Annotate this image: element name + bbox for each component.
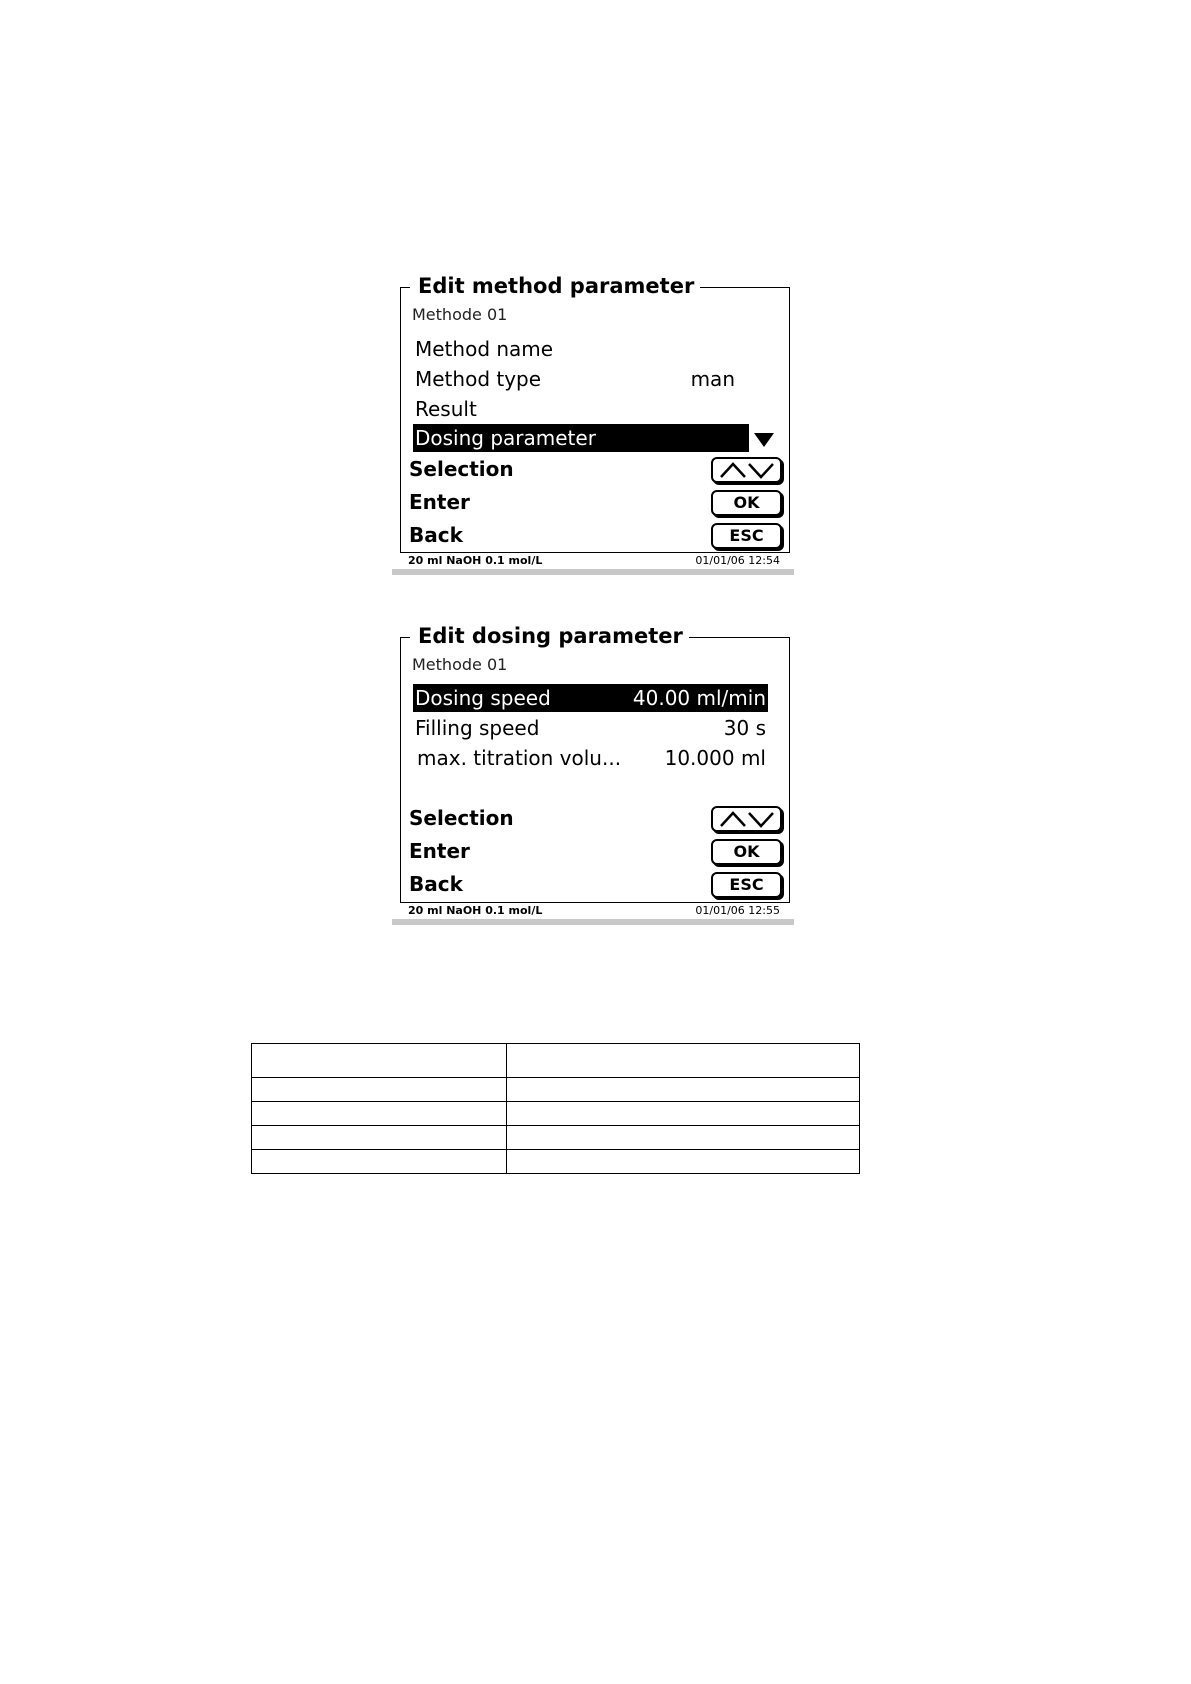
menu-item-value: man [690, 367, 735, 391]
up-down-key[interactable] [711, 806, 782, 832]
menu-item-label: Filling speed [415, 716, 540, 740]
menu-item-dosing-speed[interactable] [413, 684, 768, 712]
status-bar [392, 919, 794, 925]
table-cell [252, 1102, 507, 1126]
table-row [252, 1150, 860, 1174]
menu-item-dosing-parameter[interactable] [413, 424, 749, 452]
table-cell [507, 1078, 860, 1102]
menu-item-filling-speed[interactable] [413, 714, 768, 742]
menu-item-result[interactable] [413, 395, 768, 423]
table-cell [252, 1126, 507, 1150]
edit-dosing-parameter-screen [400, 624, 790, 927]
table-row [252, 1102, 860, 1126]
back-key-row [409, 870, 769, 898]
table-cell [507, 1044, 860, 1078]
table-cell [252, 1044, 507, 1078]
frame-top-border [400, 287, 410, 288]
status-line [400, 553, 790, 569]
menu-item-value: 40.00 ml/min [632, 686, 766, 710]
enter-label: Enter [409, 490, 470, 514]
menu-item-label: max. titration volu... [417, 746, 622, 770]
datetime: 01/01/06 12:55 [695, 904, 780, 917]
menu-item-method-type[interactable] [413, 365, 768, 393]
table-row [252, 1044, 860, 1078]
menu-item-value: 10.000 ml [664, 746, 766, 770]
menu-item-max-titration-volume[interactable] [413, 744, 768, 772]
enter-label: Enter [409, 839, 470, 863]
esc-key[interactable]: ESC [711, 523, 782, 549]
screen-subtitle: Methode 01 [412, 655, 508, 674]
table-row [252, 1078, 860, 1102]
datetime: 01/01/06 12:54 [695, 554, 780, 567]
table-cell [507, 1126, 860, 1150]
back-label: Back [409, 523, 463, 547]
up-down-arrows-icon [719, 810, 775, 828]
table-cell [252, 1150, 507, 1174]
enter-key-row [409, 837, 769, 865]
reagent-info: 20 ml NaOH 0.1 mol/L [408, 904, 543, 917]
up-down-arrows-icon [719, 461, 775, 479]
menu-item-value: 30 s [723, 716, 766, 740]
menu-item-method-name[interactable] [413, 335, 768, 363]
selection-key-row [409, 804, 769, 832]
status-line [400, 903, 790, 919]
menu-item-label: Method name [415, 337, 554, 361]
esc-key[interactable]: ESC [711, 872, 782, 898]
table-cell [507, 1150, 860, 1174]
table-row [252, 1126, 860, 1150]
up-down-key[interactable] [711, 457, 782, 483]
frame-top-border [400, 637, 410, 638]
menu-item-label: Result [415, 397, 477, 421]
menu-item-label: Dosing speed [415, 686, 551, 710]
screen-title: Edit dosing parameter [416, 623, 689, 649]
selection-label: Selection [409, 457, 514, 481]
menu-item-label: Dosing parameter [415, 426, 596, 450]
screen-title: Edit method parameter [416, 273, 700, 299]
enter-key-row [409, 488, 769, 516]
edit-method-parameter-screen [400, 274, 790, 577]
empty-table [251, 1043, 860, 1174]
selection-label: Selection [409, 806, 514, 830]
scroll-down-icon [754, 433, 774, 447]
ok-key[interactable]: OK [711, 490, 782, 516]
back-key-row [409, 521, 769, 549]
reagent-info: 20 ml NaOH 0.1 mol/L [408, 554, 543, 567]
ok-key[interactable]: OK [711, 839, 782, 865]
menu-item-label: Method type [415, 367, 542, 391]
table-cell [252, 1078, 507, 1102]
status-bar [392, 569, 794, 575]
back-label: Back [409, 872, 463, 896]
screen-subtitle: Methode 01 [412, 305, 508, 324]
table-cell [507, 1102, 860, 1126]
selection-key-row [409, 455, 769, 483]
